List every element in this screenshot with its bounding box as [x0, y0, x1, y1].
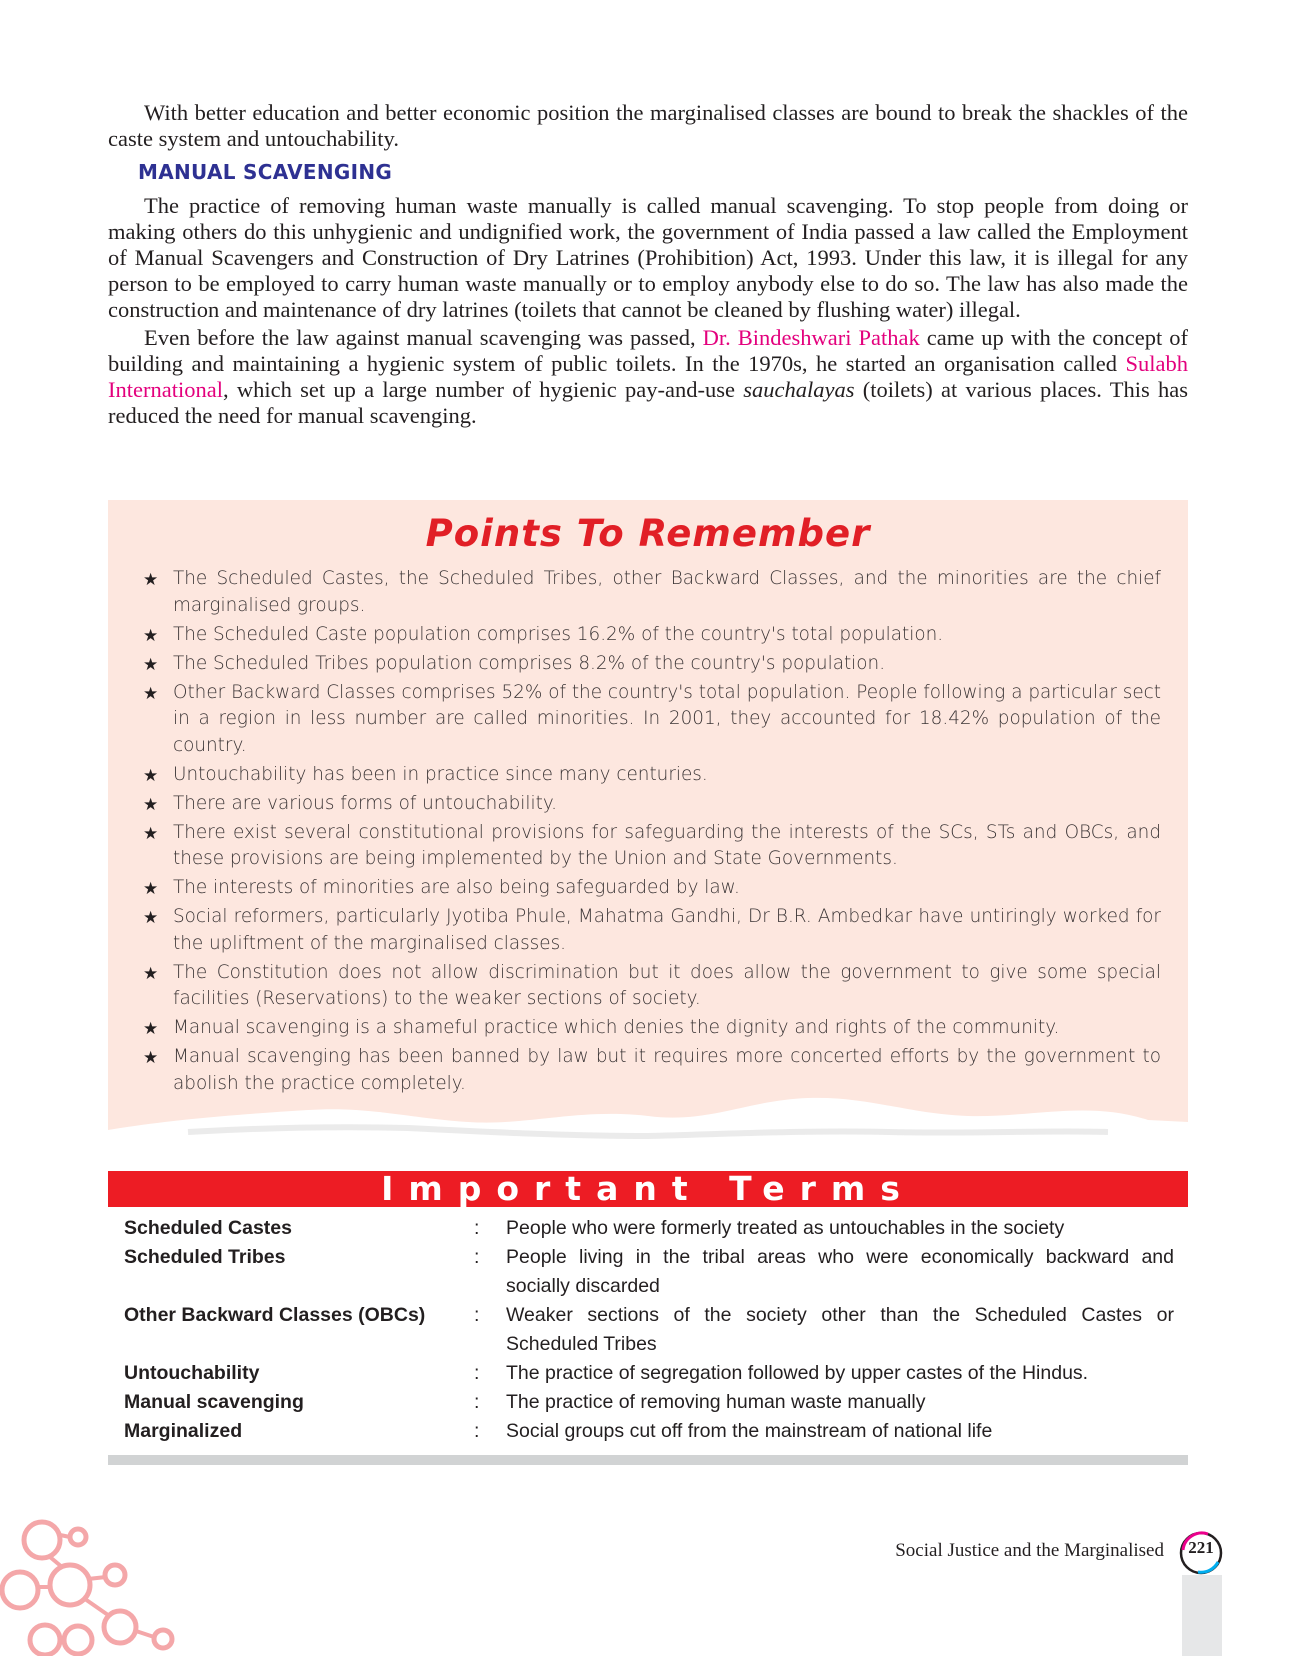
decorative-circles-icon: [0, 1515, 180, 1656]
term-definition: People who were formerly treated as untouchables in the society: [506, 1217, 1065, 1239]
list-item: ★ The Scheduled Tribes population comprises 8.2% of the country's population.: [141, 651, 1161, 678]
star-bullet-icon: ★: [143, 625, 159, 646]
term-separator: :: [474, 1217, 480, 1239]
star-bullet-icon: ★: [143, 794, 159, 815]
term-name: Manual scavenging: [124, 1391, 304, 1413]
list-item: ★ The Scheduled Caste population comprises 16.2% of the country's total population.: [141, 622, 1161, 649]
term-separator: :: [474, 1246, 480, 1268]
page-number: 221: [1188, 1538, 1214, 1557]
points-to-remember-box: [108, 500, 1188, 1150]
table-row: [124, 1301, 1174, 1359]
table-row: [124, 1417, 1174, 1446]
term-definition: The practice of removing human waste manually: [506, 1391, 926, 1413]
intro-paragraph: [108, 100, 1188, 152]
star-bullet-icon: ★: [143, 765, 159, 786]
star-bullet-icon: ★: [143, 683, 159, 704]
list-item: ★ The interests of minorities are also being safeguarded by law.: [141, 875, 1161, 902]
term-name: Other Backward Classes (OBCs): [124, 1304, 426, 1326]
term-name: Untouchability: [124, 1362, 260, 1384]
terms-bottom-bar: [108, 1455, 1188, 1465]
list-item: ★ Untouchability has been in practice since many centuries.: [141, 762, 1161, 789]
term-definition: Social groups cut off from the mainstream of national life: [506, 1420, 993, 1442]
sulabh-international-link[interactable]: Sulabh International: [108, 351, 1188, 402]
term-separator: :: [474, 1391, 480, 1413]
table-row: [124, 1359, 1174, 1388]
table-row: [124, 1214, 1174, 1243]
important-terms-table: [124, 1214, 1174, 1446]
list-item: ★ Manual scavenging is a shameful practice which denies the dignity and rights of the community.: [141, 1015, 1161, 1042]
term-separator: :: [474, 1304, 480, 1326]
list-item: ★ Other Backward Classes comprises 52% of the country's total population. People following a particular sect in a region in less number are called minorities. In 2001, they accounted for 18.42% population of the country.: [143, 681, 1161, 756]
star-bullet-icon: ★: [143, 570, 159, 590]
points-to-remember-title: Points To Remember: [425, 512, 871, 555]
term-name: Marginalized: [124, 1420, 243, 1442]
points-list: [141, 566, 1161, 1100]
list-item: ★ Social reformers, particularly Jyotiba Phule, Mahatma Gandhi, Dr B.R. Ambedkar have untiringly worked for the upliftment of the marginalised classes.: [143, 906, 1161, 954]
intro-text: With better education and better economic position the marginalised classes are bound to break the shackles of the caste system and untouchability.: [108, 100, 1188, 151]
star-bullet-icon: ★: [143, 823, 159, 844]
term-definition: People living in the tribal areas who were economically backward and socially discarded: [506, 1246, 1174, 1297]
footer-chapter-title: Social Justice and the Marginalised: [895, 1540, 1164, 1561]
star-bullet-icon: ★: [143, 1019, 159, 1039]
star-bullet-icon: ★: [143, 879, 159, 899]
star-bullet-icon: ★: [143, 654, 159, 675]
list-item: ★ There are various forms of untouchability.: [141, 791, 1161, 818]
term-separator: :: [474, 1362, 480, 1384]
table-row: [124, 1243, 1174, 1301]
manual-scavenging-para-1: The practice of removing human waste manually is called manual scavenging. To stop people from doing or making others do this unhygienic and undignified work, the government of India passed a law called the Employment of Manual Scavengers and Construction of Dry Latrines (Prohibition) Act, 1993. Under this law, it is illegal for any person to be employed to carry human waste manually or to employ anybody else to do so. The law has also made the construction and maintenance of dry latrines (toilets that cannot be cleaned by flushing water) illegal.: [108, 193, 1188, 322]
star-bullet-icon: ★: [143, 963, 159, 984]
star-bullet-icon: ★: [143, 1048, 159, 1068]
term-definition: The practice of segregation followed by upper castes of the Hindus.: [506, 1362, 1089, 1384]
page-side-tab: [1182, 1575, 1222, 1656]
table-row: [124, 1388, 1174, 1417]
manual-scavenging-para-2: Even before the law against manual scavenging was passed, Dr. Bindeshwari Pathak came up with the concept of building and maintaining a hygienic system of public toilets. In the 1970s, he started an organisation called Sulabh International, which set up a large number of hygienic pay-and-use sauchalayas (toilets) at various places. This has reduced the need for manual scavenging.: [108, 325, 1189, 428]
manual-scavenging-body: [108, 193, 1188, 429]
section-heading-manual-scavenging: MANUAL SCAVENGING: [138, 160, 393, 184]
list-item: ★ Manual scavenging has been banned by law but it requires more concerted efforts by the government to abolish the practice completely.: [143, 1046, 1161, 1094]
term-definition: Weaker sections of the society other than the Scheduled Castes or Scheduled Tribes: [506, 1304, 1174, 1355]
term-separator: :: [474, 1420, 480, 1442]
list-item: ★ There exist several constitutional provisions for safeguarding the interests of the SCs, STs and OBCs, and these provisions are being implemented by the Union and State Governments.: [143, 821, 1161, 869]
term-name: Scheduled Castes: [124, 1217, 292, 1239]
bindeshwari-pathak-link[interactable]: Dr. Bindeshwari Pathak: [702, 325, 920, 350]
star-bullet-icon: ★: [143, 908, 159, 928]
list-item: ★ The Scheduled Castes, the Scheduled Tribes, other Backward Classes, and the minorities are the chief marginalised groups.: [143, 568, 1161, 616]
list-item: ★ The Constitution does not allow discrimination but it does allow the government to give some special facilities (Reservations) to the weaker sections of society.: [143, 961, 1161, 1009]
torn-paper-edge: [108, 1070, 1188, 1150]
important-terms-header: Important Terms: [108, 1171, 1188, 1207]
term-name: Scheduled Tribes: [124, 1246, 286, 1268]
